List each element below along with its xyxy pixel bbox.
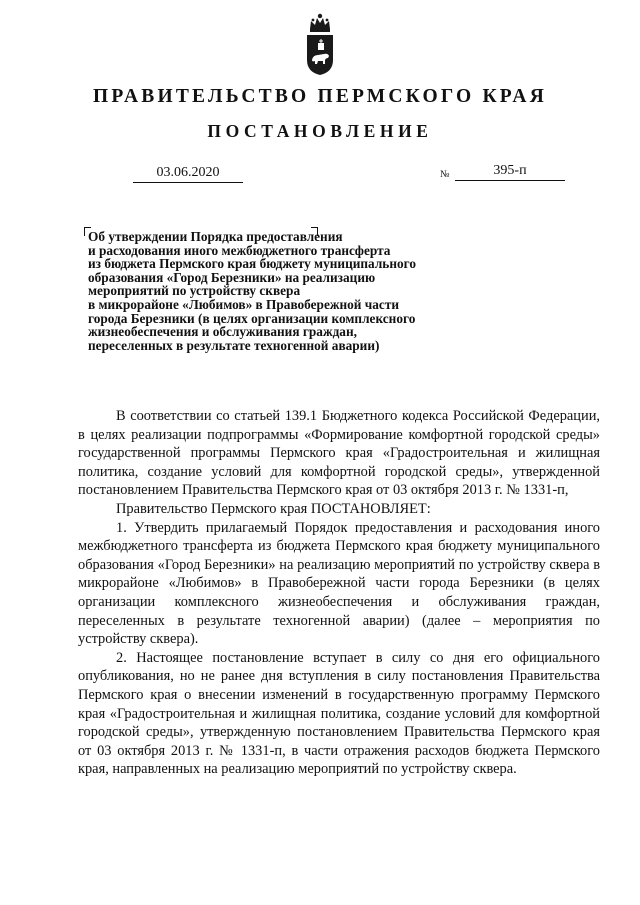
document-body [78, 407, 600, 779]
body-paragraph-decree: Правительство Пермского края ПОСТАНОВЛЯЕТ: [116, 500, 431, 517]
body-paragraph-preamble: В соответствии со статьей 139.1 Бюджетного кодекса Российской Федерации, в целях реализации подпрограммы «Формирование комфортной городской среды» государственной программы Пермского края «Градостроительная и жилищная политика, создание условий для комфортной городской среды», утвержденной постановлением Правительства Пермского края от 03 октября 2013 г. № 1331-п, [78, 408, 600, 499]
number-sign: № [440, 169, 450, 180]
perm-krai-coat-of-arms-icon [304, 10, 336, 76]
subject-line: образования «Город Березники» на реализацию [88, 269, 376, 285]
subject-line: жизнеобеспечения и обслуживания граждан, [88, 324, 357, 340]
subject-line: в микрорайоне «Любимов» в Правобережной части [88, 296, 400, 312]
document-type-heading: ПОСТАНОВЛЕНИЕ [207, 121, 433, 141]
subject-line: Об утверждении Порядка предоставления [88, 229, 343, 244]
government-title: ПРАВИТЕЛЬСТВО ПЕРМСКОГО КРАЯ [93, 86, 547, 107]
subject-line: из бюджета Пермского края бюджету муниципального [88, 256, 416, 272]
document-number: 395-п [455, 161, 565, 181]
subject-line: мероприятий по устройству сквера [88, 283, 301, 299]
subject-line: переселенных в результате техногенной аварии) [88, 337, 380, 353]
subject-line: города Березники (в целях организации комплексного [88, 310, 416, 326]
subject-line: и расходования иного межбюджетного трансферта [88, 242, 391, 258]
body-paragraph-item-1: 1. Утвердить прилагаемый Порядок предоставления и расходования иного межбюджетного трансферта из бюджета Пермского края бюджету муниципального образования «Город Березники» на реализацию мероприятий по устройству сквера в микрорайоне «Любимов» в Правобережной части города Березники (в целях организации комплексного жизнеобеспечения и обслуживания граждан, переселенных в результате техногенной аварии) (далее – мероприятия по устройству сквера). [78, 519, 600, 648]
body-paragraph-item-2: 2. Настоящее постановление вступает в силу со дня его официального опубликования, но не ранее дня вступления в силу постановления Правительства Пермского края о внесении изменений в государственную программу Пермского края «Градостроительная и жилищная политика, создание условий для комфортной городской среды», утвержденную постановлением Правительства Пермского края от 03 октября 2013 г. № 1331-п, в части отражения расходов бюджета Пермского края, направленных на реализацию мероприятий по устройству сквера. [78, 649, 600, 778]
document-date: 03.06.2020 [133, 163, 243, 183]
document-subject [88, 230, 488, 352]
